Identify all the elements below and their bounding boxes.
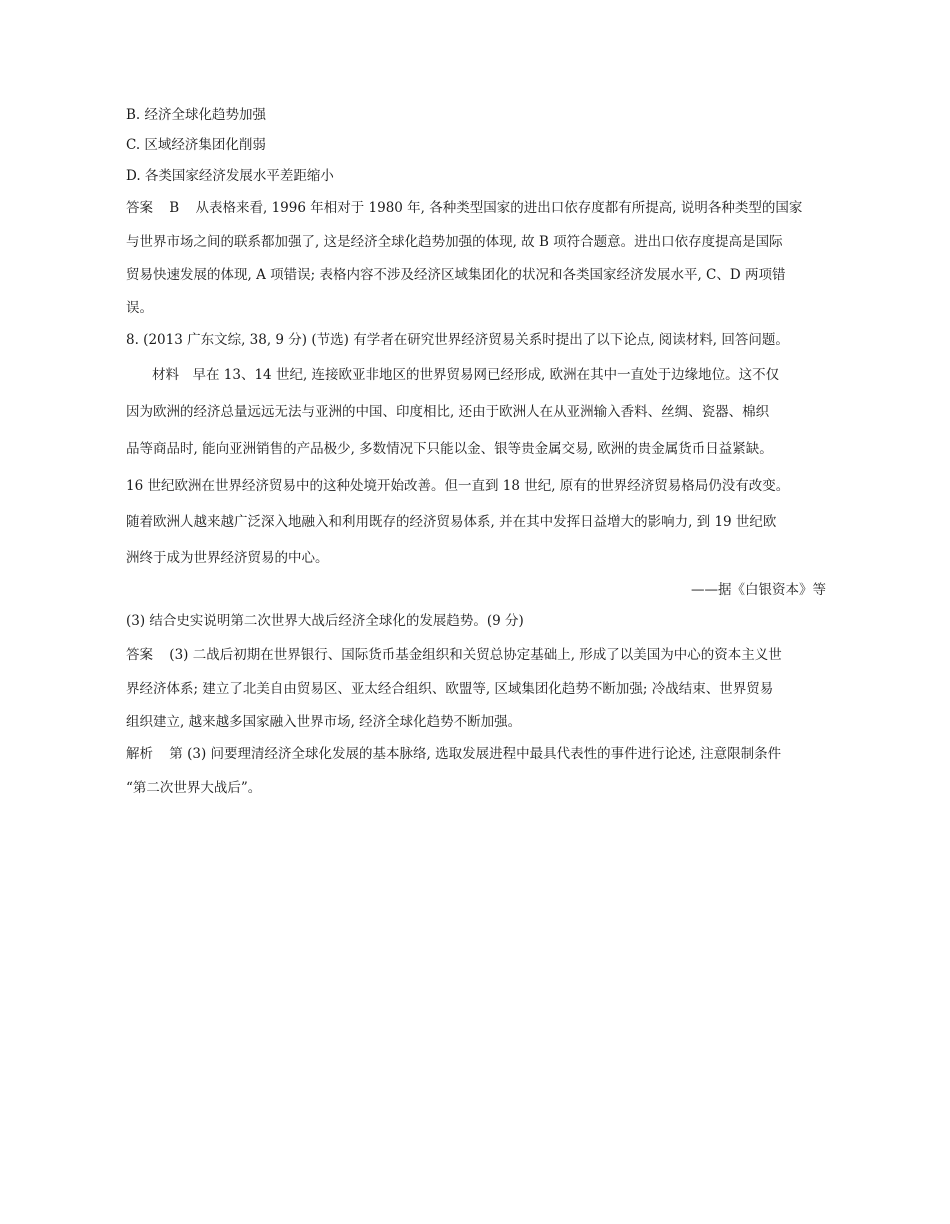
- sub-question-3: (3) 结合史实说明第二次世界大战后经济全球化的发展趋势。(9 分): [126, 613, 524, 629]
- answer-label: 答案: [126, 647, 153, 663]
- answer-text: (3) 二战后初期在世界银行、国际货币基金组织和关贸总协定基础上, 形成了以美国为中心的资本主义世: [169, 647, 782, 663]
- answer-text: 从表格来看, 1996 年相对于 1980 年, 各种类型国家的进出口依存度都有所提高, 说明各种类型的国家: [195, 200, 803, 216]
- option-b: B. 经济全球化趋势加强: [126, 107, 267, 123]
- material-line-6: 洲终于成为世界经济贸易的中心。: [126, 550, 329, 566]
- answer-letter: B: [169, 200, 180, 216]
- answer-2-line-3: 组织建立, 越来越多国家融入世界市场, 经济全球化趋势不断加强。: [126, 714, 522, 730]
- option-c: C. 区域经济集团化削弱: [126, 137, 266, 153]
- answer-2-line-2: 界经济体系; 建立了北美自由贸易区、亚太经合组织、欧盟等, 区域集团化趋势不断加强; 冷战结束、世界贸易: [126, 681, 774, 697]
- answer-2-line-1: [126, 646, 826, 664]
- analysis-label: 解析: [126, 746, 153, 762]
- material-line-1: 材料 早在 13、14 世纪, 连接欧亚非地区的世界贸易网已经形成, 欧洲在其中一直处于边缘地位。这不仅: [152, 367, 780, 383]
- material-line-3: 品等商品时, 能向亚洲销售的产品极少, 多数情况下只能以金、银等贵金属交易, 欧洲的贵金属货币日益紧缺。: [126, 441, 773, 457]
- material-line-4: 16 世纪欧洲在世界经济贸易中的这种处境开始改善。但一直到 18 世纪, 原有的世界经济贸易格局仍没有改变。: [126, 478, 790, 494]
- material-line-5: 随着欧洲人越来越广泛深入地融入和利用既存的经济贸易体系, 并在其中发挥日益增大的影响力, 到 19 世纪欧: [126, 514, 777, 530]
- analysis-line-1: [126, 745, 826, 763]
- answer-1-line-3: 贸易快速发展的体现, A 项错误; 表格内容不涉及经济区域集团化的状况和各类国家经济发展水平, C、D 两项错: [126, 267, 786, 283]
- answer-1-line-2: 与世界市场之间的联系都加强了, 这是经济全球化趋势加强的体现, 故 B 项符合题意。进出口依存度提高是国际: [126, 234, 783, 250]
- analysis-text: 第 (3) 问要理清经济全球化发展的基本脉络, 选取发展进程中最具代表性的事件进行论述, 注意限制条件: [169, 746, 782, 762]
- question-8-stem: 8. (2013 广东文综, 38, 9 分) (节选) 有学者在研究世界经济贸易关系时提出了以下论点, 阅读材料, 回答问题。: [126, 332, 789, 348]
- material-line-2: 因为欧洲的经济总量远远无法与亚洲的中国、印度相比, 还由于欧洲人在从亚洲输入香料、丝绸、瓷器、棉织: [126, 404, 770, 420]
- answer-1-line-4: 误。: [126, 300, 153, 316]
- analysis-line-2: “第二次世界大战后”。: [126, 780, 262, 796]
- option-d: D. 各类国家经济发展水平差距缩小: [126, 168, 334, 184]
- answer-1-line-1: [126, 199, 826, 217]
- answer-label: 答案: [126, 200, 153, 216]
- material-source: ——据《白银资本》等: [691, 582, 826, 598]
